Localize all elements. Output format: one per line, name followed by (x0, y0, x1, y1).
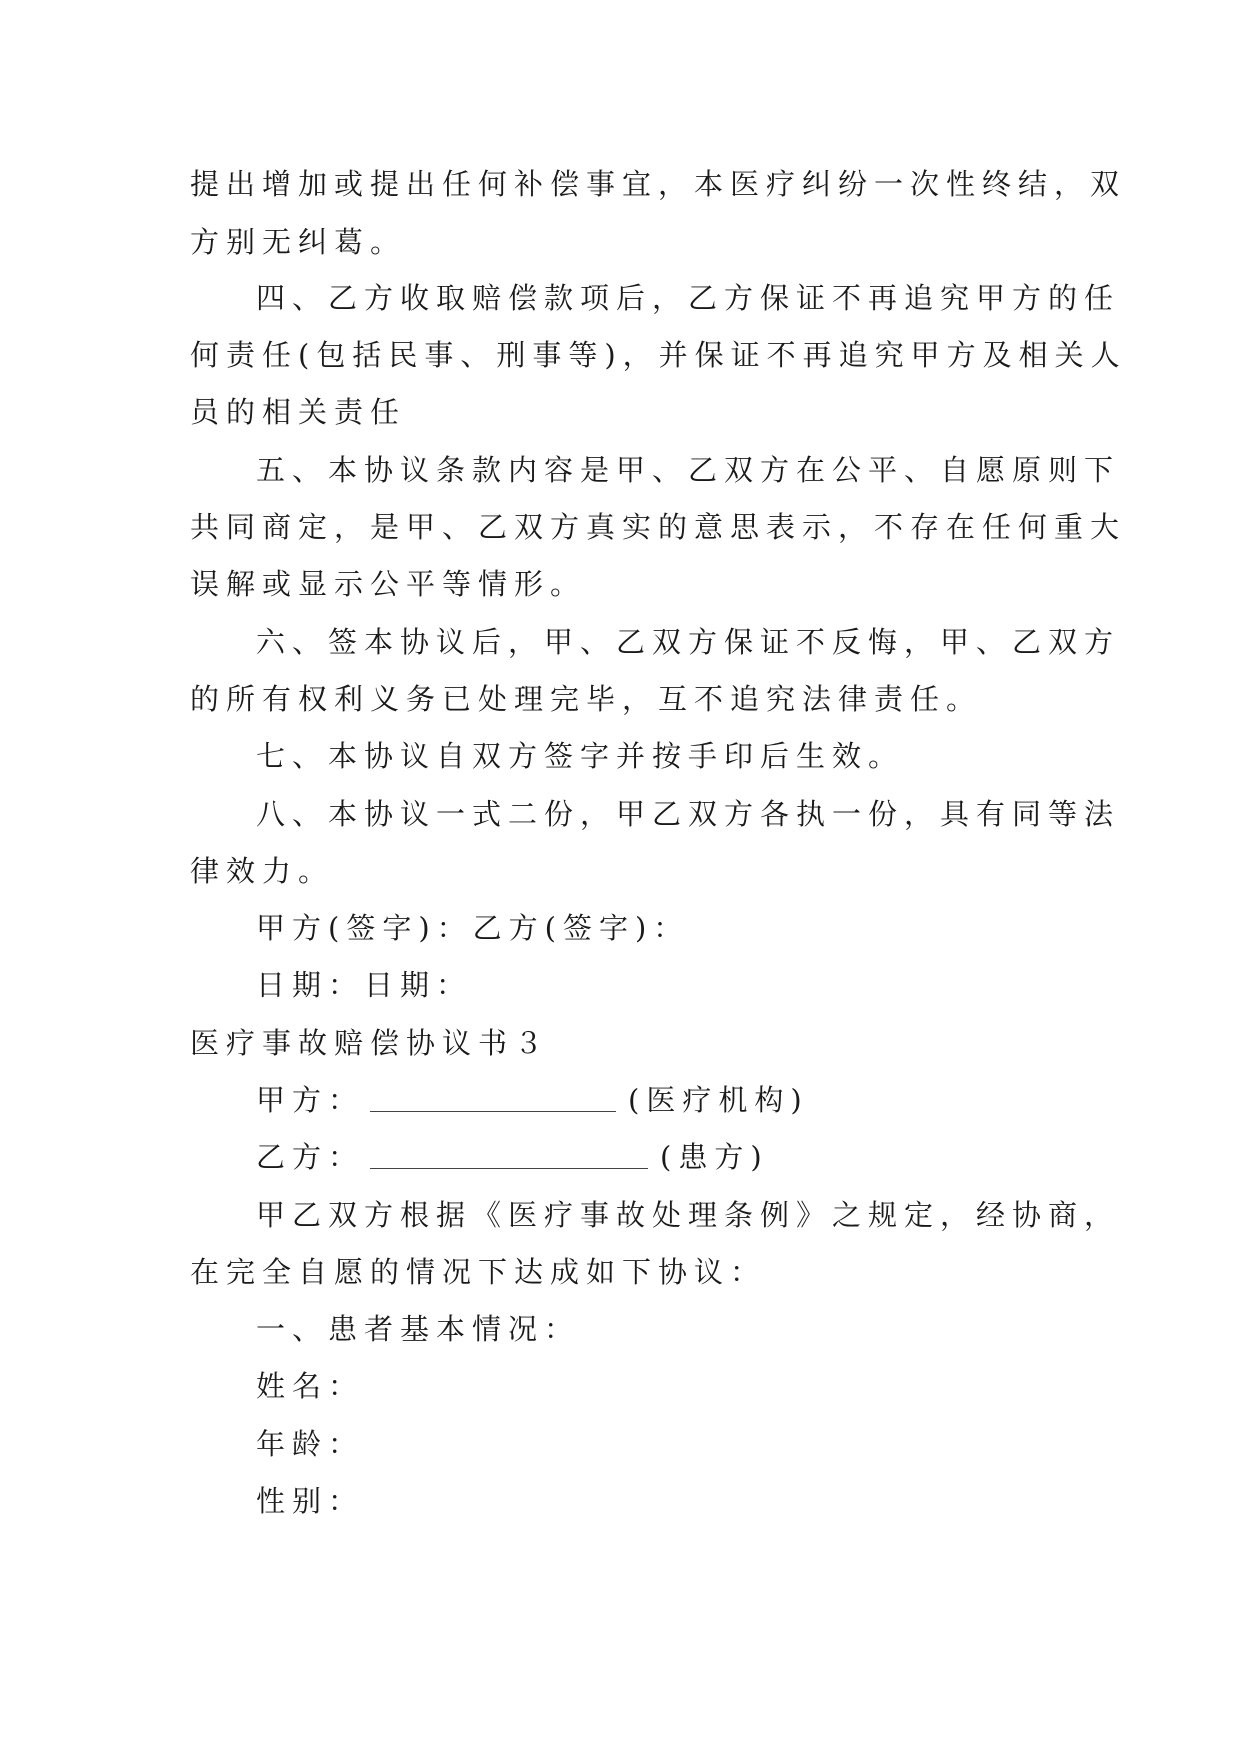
clause-five: 五、本协议条款内容是甲、乙双方在公平、自愿原则下 (256, 453, 1121, 487)
paragraph-line: 提出增加或提出任何补偿事宜，本医疗纠纷一次性终结，双 (190, 167, 1127, 201)
paragraph-line: 律效力。 (190, 854, 335, 888)
paragraph-line: 员的相关责任 (190, 395, 407, 429)
paragraph-line: 的所有权利义务已处理完毕，互不追究法律责任。 (190, 682, 983, 716)
party-a-blank[interactable] (370, 1087, 616, 1112)
party-a-suffix: (医疗机构) (628, 1083, 809, 1117)
party-a-label: 甲方： (256, 1083, 365, 1117)
party-b-line (256, 1137, 1136, 1177)
signature-line: 甲方(签字)：乙方(签字)： (256, 911, 690, 945)
age-field-label: 年龄： (256, 1427, 365, 1461)
section-one-heading: 一、患者基本情况： (256, 1312, 581, 1346)
paragraph-line: 共同商定，是甲、乙双方真实的意思表示，不存在任何重大 (190, 510, 1127, 544)
intro-line: 在完全自愿的情况下达成如下协议： (190, 1255, 767, 1289)
clause-eight: 八、本协议一式二份，甲乙双方各执一份，具有同等法 (256, 797, 1121, 831)
name-field-label: 姓名： (256, 1369, 365, 1403)
party-b-blank[interactable] (370, 1144, 648, 1169)
clause-four: 四、乙方收取赔偿款项后，乙方保证不再追究甲方的任 (256, 281, 1121, 315)
date-line: 日期：日期： (256, 968, 473, 1002)
paragraph-line: 方别无纠葛。 (190, 225, 407, 259)
clause-six: 六、签本协议后，甲、乙双方保证不反悔，甲、乙双方 (256, 625, 1121, 659)
gender-field-label: 性别： (256, 1484, 365, 1518)
section-title: 医疗事故赔偿协议书３ (190, 1026, 551, 1060)
party-b-suffix: (患方) (660, 1140, 769, 1174)
intro-line: 甲乙双方根据《医疗事故处理条例》之规定，经协商， (256, 1198, 1121, 1232)
clause-seven: 七、本协议自双方签字并按手印后生效。 (256, 739, 905, 773)
party-a-line (256, 1080, 1136, 1120)
party-b-label: 乙方： (256, 1140, 365, 1174)
paragraph-line: 何责任(包括民事、刑事等)，并保证不再追究甲方及相关人 (190, 338, 1127, 372)
paragraph-line: 误解或显示公平等情形。 (190, 567, 587, 601)
